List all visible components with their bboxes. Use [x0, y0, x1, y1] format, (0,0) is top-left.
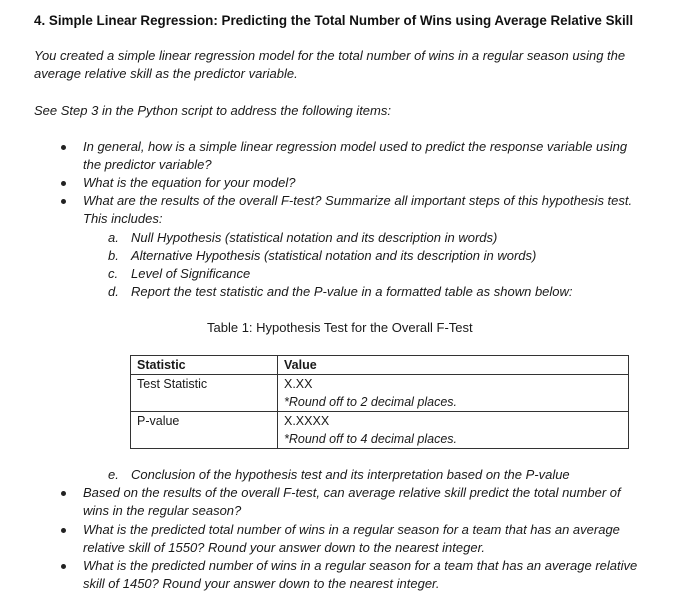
bullet-dot: [61, 145, 66, 150]
bullet-6-line-2: skill of 1450? Round your answer down to the nearest integer.: [83, 576, 440, 591]
bullet-4-line-2: wins in the regular season?: [83, 503, 242, 518]
bullet-2-line-1: What is the equation for your model?: [83, 175, 296, 190]
bullet-5-line-2: relative skill of 1550? Round your answer down to the nearest integer.: [83, 540, 486, 555]
bullet-4-line-1: Based on the results of the overall F-test, can average relative skill predict the total number of: [83, 485, 621, 500]
bullet-dot: [61, 564, 66, 569]
bullet-1-line-1: In general, how is a simple linear regression model used to predict the response variable using: [83, 139, 628, 154]
row-p-value-value: X.XXXX: [284, 414, 330, 428]
table-caption: Table 1: Hypothesis Test for the Overall F-Test: [207, 320, 473, 335]
table-header-row: [131, 356, 629, 375]
bullet-1-line-2: the predictor variable?: [83, 157, 212, 172]
bullet-6-line-1: What is the predicted number of wins in a regular season for a team that has an average relative: [83, 558, 638, 573]
bullet-dot: [61, 491, 66, 496]
sub-item-e-marker: e.: [108, 467, 119, 482]
header-value: Value: [278, 356, 629, 375]
sub-item-b-text: Alternative Hypothesis (statistical notation and its description in words): [131, 248, 537, 263]
sub-item-a-text: Null Hypothesis (statistical notation and its description in words): [131, 230, 498, 245]
row-test-statistic-note: *Round off to 2 decimal places.: [284, 395, 458, 409]
sub-item-d-marker: d.: [108, 284, 119, 299]
bullet-dot: [61, 199, 66, 204]
bullet-3-line-2: This includes:: [83, 211, 163, 226]
row-test-statistic-label: Test Statistic: [131, 375, 278, 412]
header-statistic: Statistic: [131, 356, 278, 375]
sub-item-d-text: Report the test statistic and the P-value in a formatted table as shown below:: [131, 284, 573, 299]
intro-line-2: average relative skill as the predictor variable.: [34, 66, 298, 81]
row-p-value-value-cell: [278, 412, 629, 449]
table-row: [131, 375, 629, 412]
bullet-3-line-1: What are the results of the overall F-test? Summarize all important steps of this hypothesis test.: [83, 193, 633, 208]
bullet-dot: [61, 181, 66, 186]
see-step-note: See Step 3 in the Python script to address the following items:: [34, 103, 391, 118]
sub-item-a-marker: a.: [108, 230, 119, 245]
sub-item-e-text: Conclusion of the hypothesis test and its interpretation based on the P-value: [131, 467, 570, 482]
sub-item-b-marker: b.: [108, 248, 119, 263]
row-p-value-label: P-value: [131, 412, 278, 449]
sub-item-c-text: Level of Significance: [131, 266, 251, 281]
intro-line-1: You created a simple linear regression model for the total number of wins in a regular season using the: [34, 48, 626, 63]
hypothesis-test-table: [130, 355, 629, 449]
bullet-5-line-1: What is the predicted total number of wins in a regular season for a team that has an average: [83, 522, 620, 537]
table-row: [131, 412, 629, 449]
row-p-value-note: *Round off to 4 decimal places.: [284, 432, 458, 446]
bullet-dot: [61, 528, 66, 533]
row-test-statistic-value-cell: [278, 375, 629, 412]
sub-item-c-marker: c.: [108, 266, 119, 281]
row-test-statistic-value: X.XX: [284, 377, 313, 391]
section-heading: 4. Simple Linear Regression: Predicting the Total Number of Wins using Average Relative Skill: [34, 13, 634, 28]
